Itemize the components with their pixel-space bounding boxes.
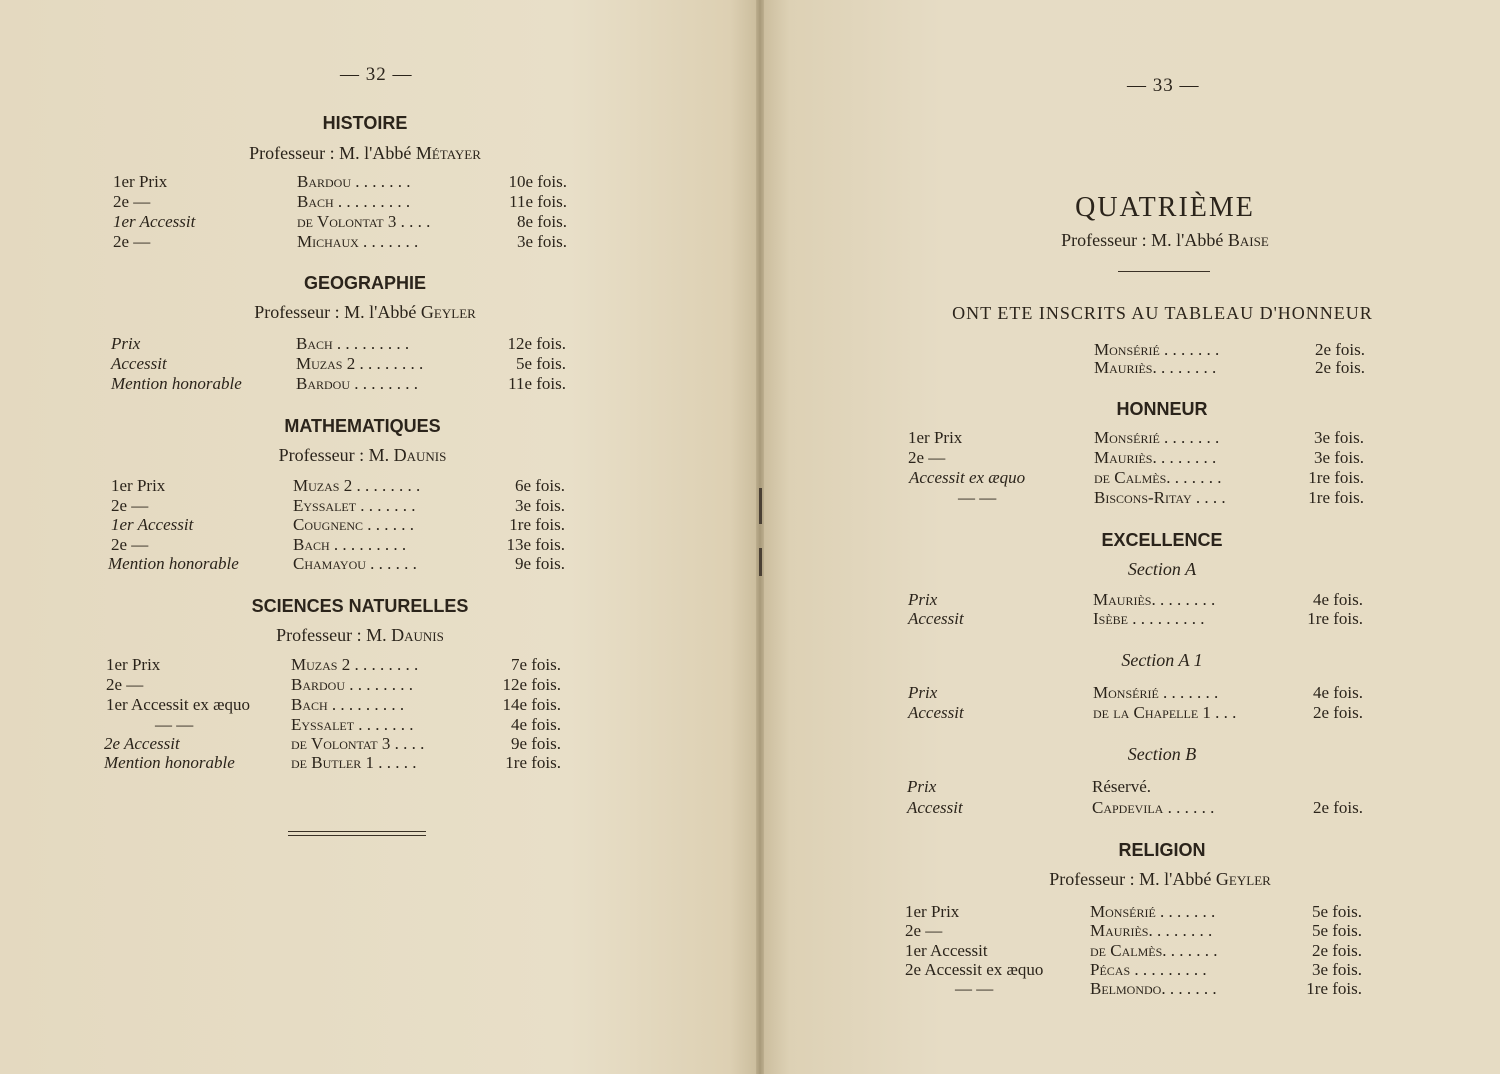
count-value: 2e fois. — [1314, 358, 1365, 377]
subsection-label: Section A — [1127, 559, 1197, 579]
subsection-label: Section B — [1127, 744, 1197, 764]
student-name: Belmondo. . . . . . . — [1090, 979, 1217, 998]
subsection-label: Section A 1 — [1121, 650, 1203, 670]
student-name: de Volontat 3 . . . . — [291, 734, 425, 753]
professor-prefix: Professeur : M. — [278, 445, 394, 465]
student-name: Mauriès. . . . . . . . — [1093, 590, 1216, 609]
class-professor — [930, 230, 1400, 251]
professor-name: Métayer — [415, 143, 481, 163]
count-value: 1re fois. — [1307, 609, 1363, 628]
rank-label: Mention honorable — [108, 554, 239, 573]
count-value: 2e fois. — [1311, 941, 1362, 960]
count-value: 14e fois. — [502, 695, 561, 714]
student-name: Eyssalet . . . . . . . — [291, 715, 414, 734]
student-name: Mauriès. . . . . . . . — [1094, 448, 1217, 467]
count-value: 5e fois. — [1311, 902, 1362, 921]
count-value: 5e fois. — [1311, 921, 1362, 940]
count-value: 1re fois. — [1308, 468, 1364, 487]
professor-prefix: Professeur : M. l'Abbé — [1061, 230, 1228, 250]
student-name: Bardou . . . . . . . . — [296, 374, 419, 393]
professor-prefix: Professeur : M. l'Abbé — [249, 143, 416, 163]
count-value: 3e fois. — [514, 496, 565, 515]
count-value: 12e fois. — [507, 334, 566, 353]
rank-label: 1er Accessit — [111, 515, 194, 534]
section-title-histoire: HISTOIRE — [322, 113, 408, 133]
rank-label: 1er Prix — [905, 902, 960, 921]
rank-label: Mention honorable — [104, 753, 235, 772]
student-name: Monsérié . . . . . . . — [1093, 683, 1219, 702]
rank-label: 1er Accessit — [905, 941, 988, 960]
class-title: QUATRIÈME — [1075, 192, 1255, 223]
student-name: Bardou . . . . . . . — [297, 172, 411, 191]
student-name: Pécas . . . . . . . . . — [1090, 960, 1207, 979]
count-value: 3e fois. — [1311, 960, 1362, 979]
count-value: 3e fois. — [1313, 428, 1364, 447]
student-name: Mauriès. . . . . . . . — [1090, 921, 1213, 940]
student-name: Bach . . . . . . . . . — [296, 334, 410, 353]
student-name: de Butler 1 . . . . . — [291, 753, 417, 772]
professor-name: Geyler — [420, 302, 476, 322]
rank-label: 1er Prix — [908, 428, 963, 447]
staple-top — [759, 488, 762, 524]
rank-label: Prix — [908, 590, 938, 609]
honor-roll-heading: ONT ETE INSCRITS AU TABLEAU D'HONNEUR — [952, 303, 1373, 323]
professor-name: Geyler — [1215, 869, 1271, 889]
rank-label: — — — [955, 979, 994, 998]
end-rule-bottom — [288, 835, 426, 836]
end-rule-top — [288, 831, 426, 832]
count-value: 8e fois. — [516, 212, 567, 231]
student-name: Bach . . . . . . . . . — [291, 695, 405, 714]
professor-sciences-naturelles — [0, 625, 720, 646]
count-value: 4e fois. — [1312, 683, 1363, 702]
count-value: 13e fois. — [506, 535, 565, 554]
count-value: 9e fois. — [514, 554, 565, 573]
count-value: 12e fois. — [502, 675, 561, 694]
student-name: Michaux . . . . . . . — [297, 232, 419, 251]
rank-label: 2e — — [905, 921, 943, 940]
count-value: 1re fois. — [1308, 488, 1364, 507]
student-name: Mauriès. . . . . . . . — [1094, 358, 1217, 377]
section-title-mathematiques: MATHEMATIQUES — [284, 416, 441, 436]
title-rule — [1118, 271, 1210, 272]
student-name: de Calmès. . . . . . . — [1090, 941, 1218, 960]
count-value: 7e fois. — [510, 655, 561, 674]
professor-religion — [990, 869, 1330, 890]
count-value: 6e fois. — [514, 476, 565, 495]
section-title-honneur: HONNEUR — [1116, 399, 1208, 419]
student-name: Capdevila . . . . . . — [1092, 798, 1215, 817]
rank-label: — — — [155, 715, 194, 734]
professor-name: Baise — [1227, 230, 1269, 250]
rank-label: Accessit — [111, 354, 167, 373]
student-name: de Calmès. . . . . . . — [1094, 468, 1222, 487]
student-name: Chamayou . . . . . . — [293, 554, 417, 573]
rank-label: 1er Accessit ex æquo — [106, 695, 250, 714]
professor-name: Daunis — [391, 625, 444, 645]
rank-label: 1er Prix — [106, 655, 161, 674]
rank-label: Accessit — [908, 609, 964, 628]
rank-label: 2e — — [111, 535, 149, 554]
rank-label: 2e — — [111, 496, 149, 515]
count-value: 10e fois. — [508, 172, 567, 191]
count-value: 4e fois. — [510, 715, 561, 734]
book-spine — [756, 0, 764, 1074]
student-name: Bardou . . . . . . . . — [291, 675, 414, 694]
section-title-sciences-naturelles: SCIENCES NATURELLES — [251, 596, 469, 616]
count-value: 2e fois. — [1314, 340, 1365, 359]
student-name: Isèbe . . . . . . . . . — [1093, 609, 1205, 628]
count-value: 5e fois. — [515, 354, 566, 373]
count-value: 2e fois. — [1312, 798, 1363, 817]
student-name: Monsérié . . . . . . . — [1090, 902, 1216, 921]
professor-prefix: Professeur : M. l'Abbé — [1049, 869, 1216, 889]
page-number-right: — 33 — — [1127, 75, 1200, 96]
student-name: Bach . . . . . . . . . — [297, 192, 411, 211]
student-name: Cougnenc . . . . . . — [293, 515, 415, 534]
rank-label: 1er Prix — [113, 172, 168, 191]
student-name: Eyssalet . . . . . . . — [293, 496, 416, 515]
rank-label: Accessit ex æquo — [909, 468, 1026, 487]
rank-label: 1er Accessit — [113, 212, 196, 231]
staple-bottom — [759, 548, 762, 576]
count-value: 11e fois. — [508, 374, 566, 393]
student-name: Réservé. — [1092, 777, 1152, 796]
rank-label: 2e Accessit — [104, 734, 180, 753]
rank-label: Mention honorable — [111, 374, 242, 393]
rank-label: Prix — [111, 334, 141, 353]
count-value: 3e fois. — [1313, 448, 1364, 467]
count-value: 3e fois. — [516, 232, 567, 251]
count-value: 4e fois. — [1312, 590, 1363, 609]
rank-label: 2e — — [113, 192, 151, 211]
student-name: de Volontat 3 . . . . — [297, 212, 431, 231]
student-name: Monsérié . . . . . . . — [1094, 340, 1220, 359]
student-name: Muzas 2 . . . . . . . . — [296, 354, 424, 373]
professor-name: Daunis — [393, 445, 447, 465]
student-name: Muzas 2 . . . . . . . . — [293, 476, 421, 495]
professor-mathematiques — [0, 445, 725, 466]
rank-label: Accessit — [908, 703, 964, 722]
rank-label: Prix — [908, 683, 938, 702]
section-title-geographie: GEOGRAPHIE — [303, 273, 427, 293]
professor-histoire — [0, 143, 730, 164]
professor-prefix: Professeur : M. — [276, 625, 392, 645]
page-number-left: — 32 — — [340, 64, 413, 85]
rank-label: 2e — — [113, 232, 151, 251]
section-title-excellence: EXCELLENCE — [1101, 530, 1223, 550]
professor-prefix: Professeur : M. l'Abbé — [254, 302, 421, 322]
student-name: Biscons-Ritay . . . . — [1094, 488, 1226, 507]
rank-label: — — — [958, 488, 997, 507]
rank-label: Prix — [907, 777, 937, 796]
rank-label: 2e — — [106, 675, 144, 694]
count-value: 1re fois. — [1306, 979, 1362, 998]
professor-geographie — [0, 302, 730, 323]
rank-label: 2e — — [908, 448, 946, 467]
student-name: Monsérié . . . . . . . — [1094, 428, 1220, 447]
student-name: Muzas 2 . . . . . . . . — [291, 655, 419, 674]
rank-label: 1er Prix — [111, 476, 166, 495]
count-value: 11e fois. — [509, 192, 567, 211]
student-name: Bach . . . . . . . . . — [293, 535, 407, 554]
count-value: 2e fois. — [1312, 703, 1363, 722]
count-value: 1re fois. — [505, 753, 561, 772]
count-value: 9e fois. — [510, 734, 561, 753]
rank-label: Accessit — [907, 798, 963, 817]
count-value: 1re fois. — [509, 515, 565, 534]
student-name: de la Chapelle 1 . . . — [1093, 703, 1237, 722]
rank-label: 2e Accessit ex æquo — [905, 960, 1044, 979]
section-title-religion: RELIGION — [1118, 840, 1206, 860]
